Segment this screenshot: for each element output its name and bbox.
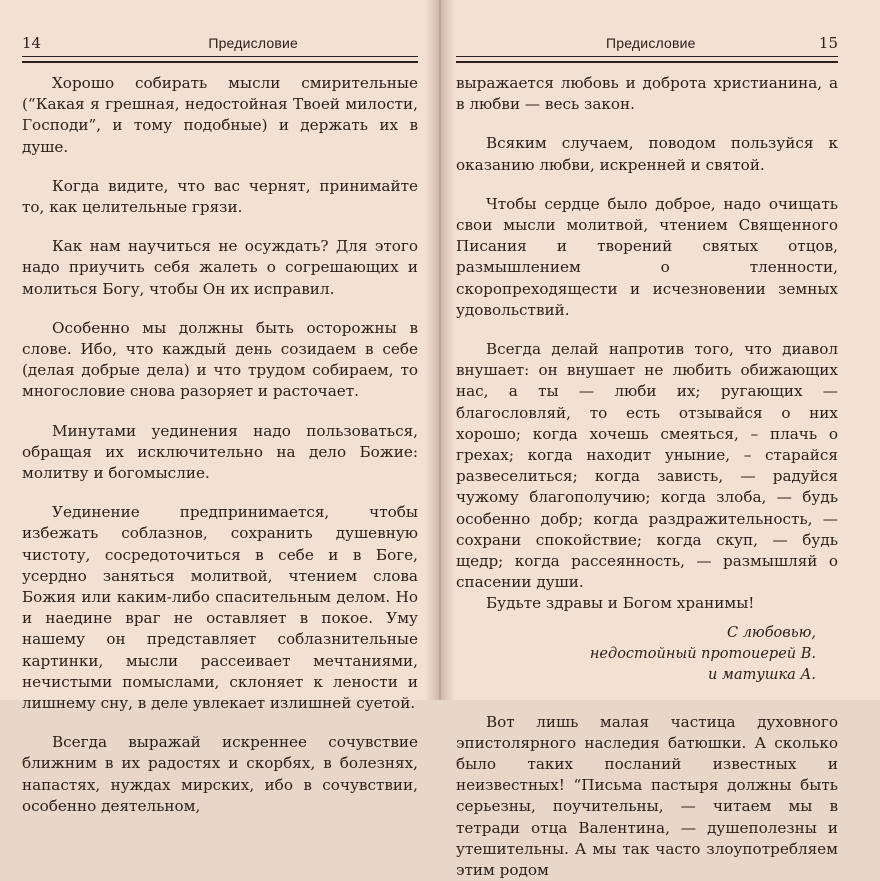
- signature-block: [456, 623, 816, 686]
- paragraph: Минутами уединения надо пользоваться, обращая их исключительно на дело Божие: молитву и богомыслие.: [22, 421, 418, 483]
- paragraph: Всегда делай напротив того, что диавол внушает: он внушает не любить обижающих нас, а ты — люби их; ругающих — благословляй, то есть отзывайся о них хорошо; когда хочешь смеяться, – плачь о грехах; когда находит уныние, – старайся развеселиться; когда зависть, — радуйся чужому благополучию; когда злоба, — будь особенно добр; когда раздражительность, — сохрани спокойствие; когда скуп, — будь щедр; когда рассеянность, — размышляй о спасении души.: [456, 340, 838, 592]
- signature-line: и матушка А.: [707, 666, 816, 683]
- paragraph: Уединение предпринимается, чтобы избежать соблазнов, сохранить душевную чистоту, сосредоточиться в себе и в Боге, усердно заняться молитвой, чтением слова Божия или каким-либо спасительным делом. Но и наедине враг не оставляет в покое. Уму нашему он представляет соблазнительные картинки, мысли рассеивает мечтаниями, нечистыми помыслами, склоняет к лености и лишнему сну, в деле увлекает излишней суетой.: [22, 503, 418, 713]
- paragraph: Чтобы сердце было доброе, надо очищать свои мысли молитвой, чтением Священного Писания и творений святых отцов, размышлением о тленности, скоропреходящести и исчезновении земных удовольствий.: [456, 194, 838, 319]
- left-page-header: [22, 34, 418, 52]
- right-page: [440, 0, 880, 880]
- continuation-paragraph: выражается любовь и доброта христианина, а в любви — весь закон.: [456, 74, 838, 114]
- farewell: Будьте здравы и Богом хранимы!: [486, 594, 755, 613]
- left-page-body: [22, 73, 418, 817]
- left-running-title: Предисловие: [208, 35, 298, 51]
- signature-line: недостойный протоиерей В.: [589, 645, 816, 662]
- right-page-number: 15: [818, 34, 838, 52]
- paragraph: Как нам научиться не осуждать? Для этого надо приучить себя жалеть о согрешающих и молиться Богу, чтобы Он их исправил.: [22, 237, 418, 298]
- right-running-title: Предисловие: [606, 35, 696, 51]
- paragraph: Всегда выражай искреннее сочувствие ближним в их радостях и скорбях, в болезнях, напастях, нуждах мирских, ибо в сочувствии, особенно деятельном,: [22, 733, 418, 815]
- closing-paragraph: Вот лишь малая частица духовного эпистолярного наследия батюшки. А сколько было таких посланий известных и неизвестных! “Письма пастыря должны быть серьезны, поучительны, — читаем мы в тетради отца Валентина, — душеполезны и утешительны. А мы так часто злоупотребляем этим родом: [456, 712, 838, 880]
- paragraph: Хорошо собирать мысли смирительные (“Какая я грешная, недостойная Твоей милости, Господи”, и тому подобные) и держать их в душе.: [22, 74, 418, 156]
- left-page-number: 14: [22, 34, 42, 52]
- signature-line: С любовью,: [727, 624, 816, 641]
- left-header-rule: [22, 56, 418, 63]
- right-header-rule: [456, 56, 838, 63]
- right-page-body: [456, 73, 838, 881]
- paragraph: Особенно мы должны быть осторожны в слове. Ибо, что каждый день созидаем в себе (делая добрые дела) и что трудом собираем, то многословие снова разоряет и расточает.: [22, 318, 418, 401]
- paragraph: Всяким случаем, поводом пользуйся к оказанию любви, искренней и святой.: [456, 134, 838, 174]
- paragraph: Когда видите, что вас чернят, принимайте то, как целительные грязи.: [22, 176, 418, 217]
- right-page-header: [456, 34, 838, 52]
- left-page: [0, 0, 440, 815]
